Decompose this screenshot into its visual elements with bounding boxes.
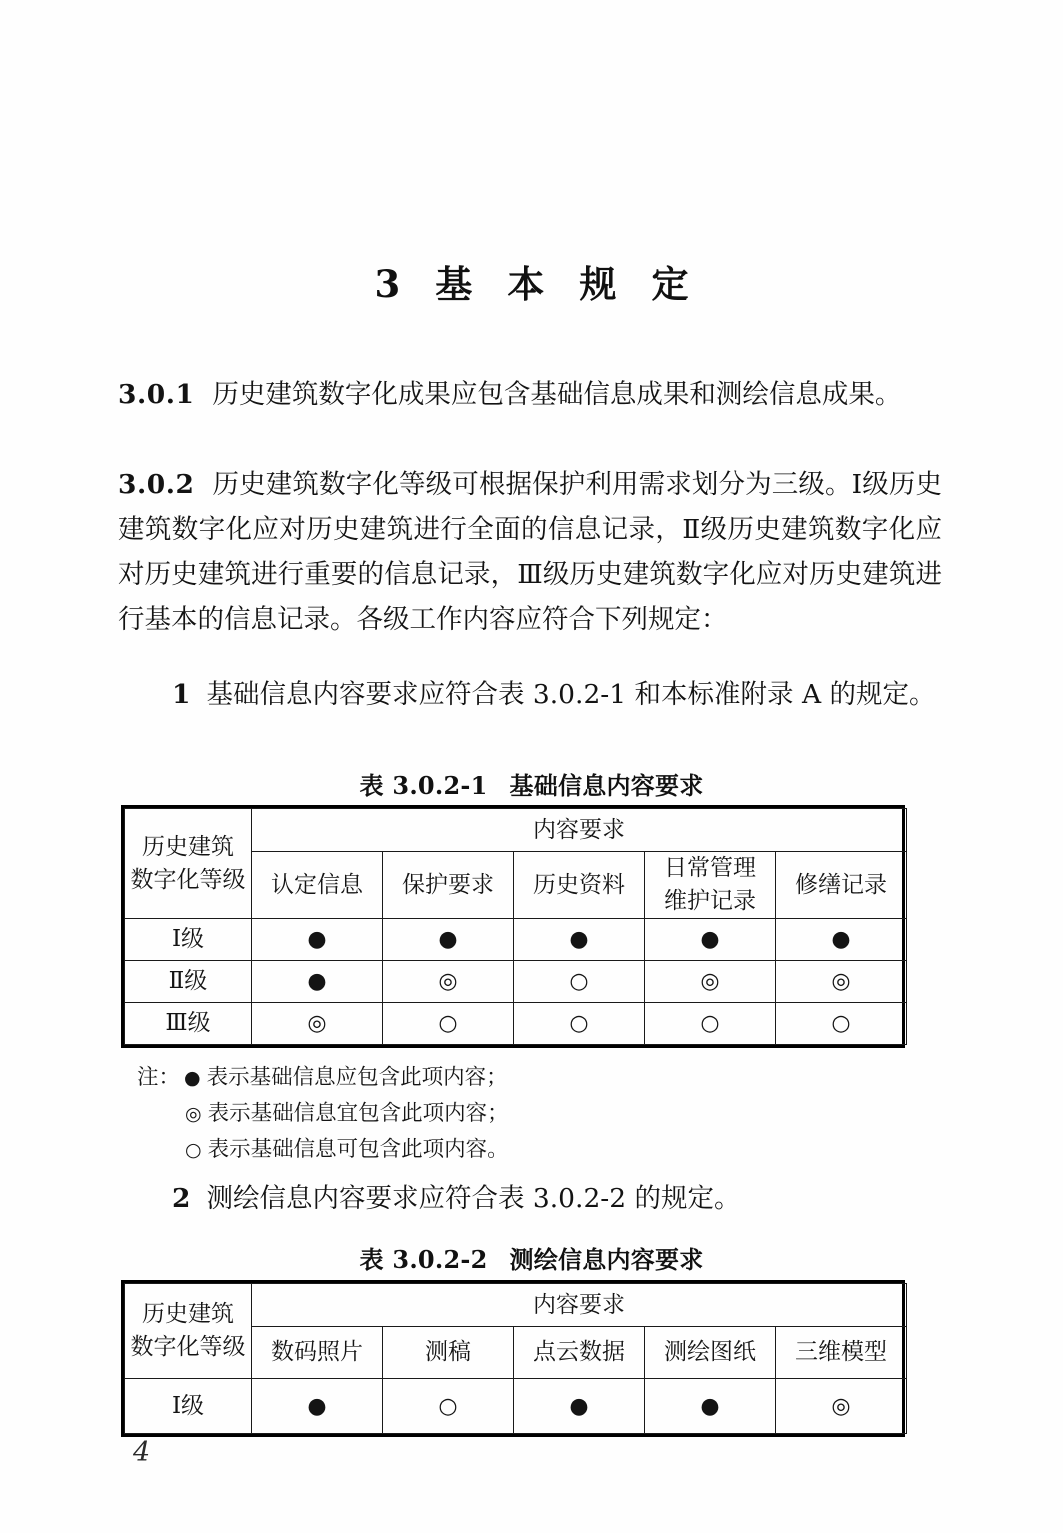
table1-col-header-3-line1: 日常管理 [664,855,756,881]
table1-row-0-rank: Ⅰ级 [125,919,252,961]
table1-cell-1-1: ◎ [383,961,514,1003]
table1-rank-header-line2: 数字化等级 [130,866,246,893]
clause-3-0-1 [118,372,942,417]
table1-cell-1-3: ◎ [645,961,776,1003]
table1-header-row-1 [125,809,907,852]
table1-cell-2-4: ○ [776,1003,907,1045]
table1-col-header-3-line2: 维护记录 [664,888,756,914]
table1-row-2-rank: Ⅲ级 [125,1003,252,1045]
table1-span-header: 内容要求 [252,809,907,852]
clause-3-0-2 [118,462,942,642]
table-row [125,919,907,961]
table1-cell-2-3: ○ [645,1003,776,1045]
item-2 [118,1176,942,1221]
table1-col-header-2: 历史资料 [514,852,645,919]
note-line-1 [137,1060,837,1096]
table1-rank-header-line1: 历史建筑 [142,833,234,860]
table1-cell-2-0: ◎ [252,1003,383,1045]
table1-cell-1-0: ● [252,961,383,1003]
table1 [124,808,907,1045]
table1-rank-header [125,809,252,919]
table2-cell-0-0: ● [252,1379,383,1434]
table-surveying-information [121,1280,905,1437]
table2-span-header: 内容要求 [252,1284,907,1327]
table1-notes [137,1060,837,1168]
item-1-text: 基础信息内容要求应符合表 3.0.2-1 和本标准附录 A 的规定。 [206,679,936,710]
table-row [125,1003,907,1045]
table1-cell-1-4: ◎ [776,961,907,1003]
table-row [125,1379,907,1434]
table1-cell-0-3: ● [645,919,776,961]
table-row [125,961,907,1003]
table2-row-0-rank: Ⅰ级 [125,1379,252,1434]
note-symbol-double-icon: ◎ [185,1103,202,1125]
clause-3-0-1-text: 历史建筑数字化成果应包含基础信息成果和测绘信息成果。 [212,379,902,410]
table1-col-header-3 [645,852,776,919]
chapter-heading: 3 基 本 规 定 [374,262,700,306]
table1-row-1-rank: Ⅱ级 [125,961,252,1003]
clause-3-0-1-number: 3.0.1 [118,379,195,410]
page-number: 4 [133,1437,151,1468]
table1-cell-0-2: ● [514,919,645,961]
note-line-3 [137,1132,837,1168]
table1-col-header-4: 修缮记录 [776,852,907,919]
table1-cell-0-4: ● [776,919,907,961]
table2-caption-number: 表 3.0.2-2 [359,1245,488,1274]
note-text-1: 表示基础信息应包含此项内容； [206,1065,508,1090]
table1-caption-number: 表 3.0.2-1 [359,771,488,800]
table2-cell-0-4: ◎ [776,1379,907,1434]
table2-cell-0-1: ○ [383,1379,514,1434]
note-text-3: 表示基础信息可包含此项内容。 [207,1137,509,1162]
table2-rank-header-line1: 历史建筑 [142,1301,234,1327]
table1-cell-1-2: ○ [514,961,645,1003]
table2-rank-header-line2: 数字化等级 [130,1334,246,1360]
item-2-text: 测绘信息内容要求应符合表 3.0.2-2 的规定。 [206,1183,741,1214]
table2-col-header-1: 测稿 [383,1327,514,1379]
table-basic-information [121,805,905,1048]
table2-caption-title: 测绘信息内容要求 [509,1245,704,1274]
clause-3-0-2-text: 历史建筑数字化等级可根据保护利用需求划分为三级。Ⅰ级历史建筑数字化应对历史建筑进行全面的信息记录，Ⅱ级历史建筑数字化应对历史建筑进行重要的信息记录，Ⅲ级历史建筑数字化应对历史建筑进行基本的信息记录。各级工作内容应符合下列规定： [118,469,942,635]
table2-caption [0,1240,1063,1275]
table1-caption-title: 基础信息内容要求 [509,771,704,800]
item-1 [118,672,942,717]
table2-col-header-0: 数码照片 [252,1327,383,1379]
table1-col-header-1: 保护要求 [383,852,514,919]
table2-col-header-3: 测绘图纸 [645,1327,776,1379]
table2-rank-header [125,1284,252,1379]
note-line-2 [137,1096,837,1132]
table1-cell-0-0: ● [252,919,383,961]
table2-col-header-2: 点云数据 [514,1327,645,1379]
table1-caption [0,766,1063,801]
table1-col-header-0: 认定信息 [252,852,383,919]
table2 [124,1283,907,1434]
table2-cell-0-3: ● [645,1379,776,1434]
item-2-number: 2 [172,1183,191,1214]
table2-header-row-1 [125,1284,907,1327]
note-symbol-filled-icon: ● [184,1067,201,1089]
table1-cell-0-1: ● [383,919,514,961]
item-1-number: 1 [172,679,191,710]
table2-cell-0-2: ● [514,1379,645,1434]
notes-label: 注： [137,1065,181,1090]
clause-3-0-2-number: 3.0.2 [118,469,195,500]
note-text-2: 表示基础信息宜包含此项内容； [207,1101,509,1126]
note-symbol-open-icon: ○ [185,1139,202,1161]
table1-cell-2-2: ○ [514,1003,645,1045]
table2-col-header-4: 三维模型 [776,1327,907,1379]
table1-cell-2-1: ○ [383,1003,514,1045]
